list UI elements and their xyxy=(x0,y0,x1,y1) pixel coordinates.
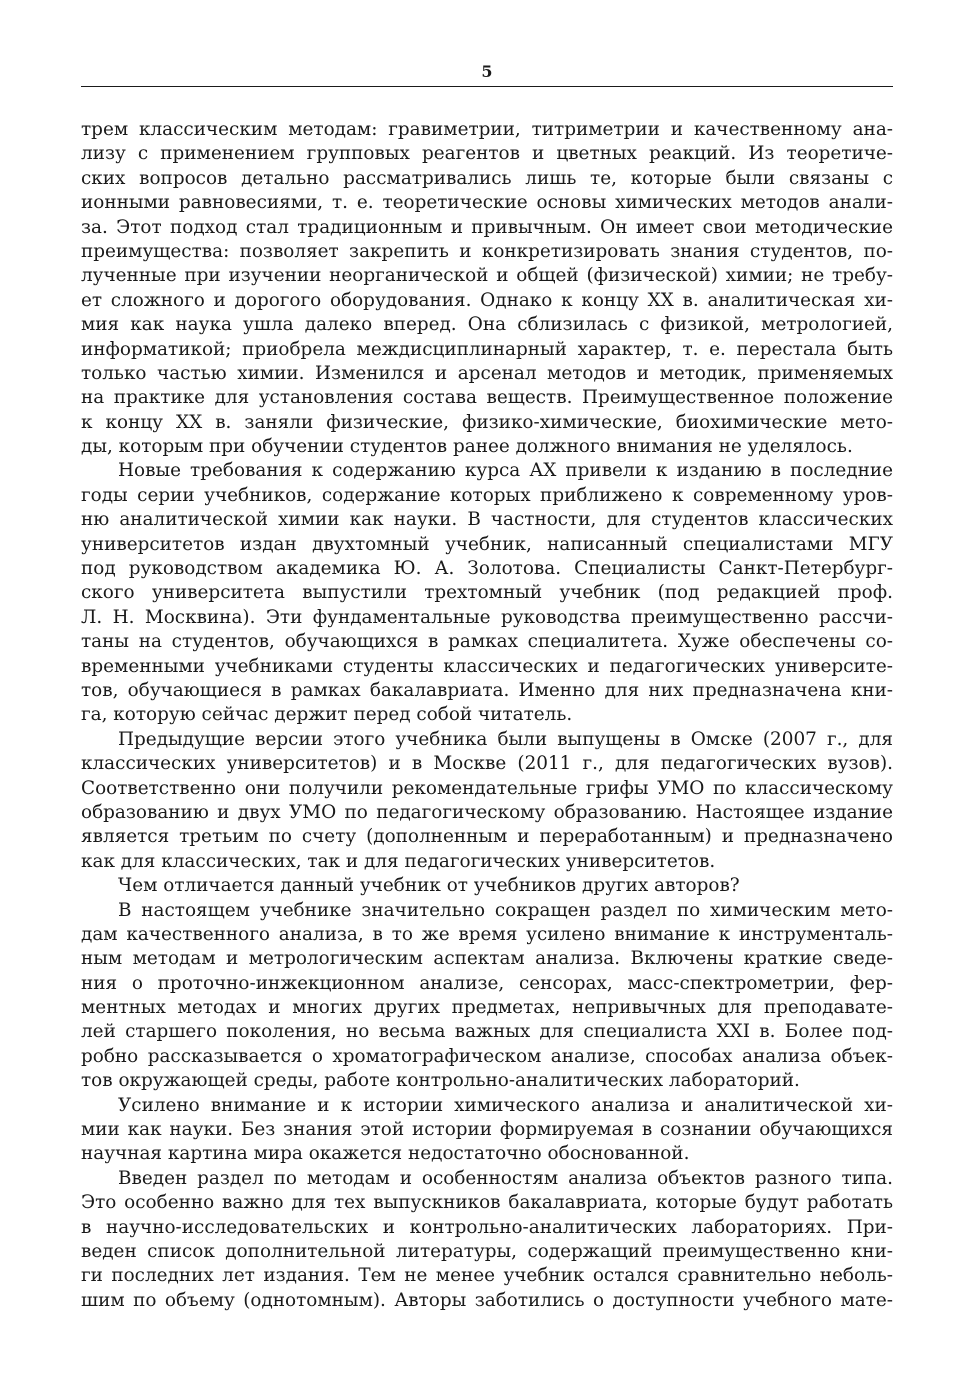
text-line: тов окружающей среды, работе контрольно-аналитических лабораторий. xyxy=(81,1070,800,1092)
text-line: тов, обучающиеся в рамках бакалавриата. Именно для них предназначена кни- xyxy=(81,679,893,701)
text-line: временными учебниками студенты классических и педагогических университе- xyxy=(81,655,893,677)
text-line: образованию и двух УМО по педагогическому образованию. Настоящее издание xyxy=(81,801,893,823)
text-line: Предыдущие версии этого учебника были выпущены в Омске (2007 г., для xyxy=(118,728,893,750)
text-line: информатикой; приобрела междисциплинарный характер, т. е. перестала быть xyxy=(81,338,893,360)
header-rule xyxy=(81,86,893,87)
text-line: университетов издан двухтомный учебник, написанный специалистами МГУ xyxy=(81,533,893,555)
text-line: за. Этот подход стал традиционным и привычным. Он имеет свои методические xyxy=(81,216,893,238)
text-line: ным методам и метрологическим аспектам анализа. Включены краткие сведе- xyxy=(81,948,893,970)
text-line: Это особенно важно для тех выпускников бакалавриата, которые будут работать xyxy=(81,1192,893,1214)
text-line: га, которую сейчас держит перед собой читатель. xyxy=(81,704,573,726)
text-line: как для классических, так и для педагогических университетов. xyxy=(81,850,716,872)
text-line: годы серии учебников, содержание которых приближено к современному уров- xyxy=(81,484,893,506)
text-line: только частью химии. Изменился и арсенал методов и методик, применяемых xyxy=(81,362,893,384)
text-line: лизу с применением групповых реагентов и цветных реакций. Из теоретиче- xyxy=(81,143,893,165)
text-line: Новые требования к содержанию курса АХ привели к изданию в последние xyxy=(118,460,893,482)
text-line: мия как наука ушла далеко вперед. Она сблизилась с физикой, метрологией, xyxy=(81,314,893,336)
text-line: ню аналитической химии как науки. В частности, для студентов классических xyxy=(81,509,893,531)
text-line: дам качественного анализа, в то же время усилено внимание к инструменталь- xyxy=(81,923,893,945)
text-line: таны на студентов, обучающихся в рамках специалитета. Хуже обеспечены со- xyxy=(81,631,893,653)
text-line: веден список дополнительной литературы, содержащий преимущественно кни- xyxy=(81,1240,893,1262)
text-line: Л. Н. Москвина). Эти фундаментальные руководства преимущественно рассчи- xyxy=(81,606,893,628)
text-line: в научно-исследовательских и контрольно-аналитических лабораториях. При- xyxy=(81,1216,893,1238)
page-number: 5 xyxy=(481,62,493,81)
text-line: на практике для установления состава веществ. Преимущественное положение xyxy=(81,387,893,409)
text-line: преимущества: позволяет закрепить и конкретизировать знания студентов, по- xyxy=(81,240,893,262)
text-line: научная картина мира окажется недостаточно обоснованной. xyxy=(81,1143,690,1165)
text-line: ды, которым при обучении студентов ранее должного внимания не уделялось. xyxy=(81,436,853,458)
text-line: Усилено внимание и к истории химического анализа и аналитической хи- xyxy=(118,1094,893,1116)
text-line: Введен раздел по методам и особенностям анализа объектов разного типа. xyxy=(118,1167,893,1189)
text-line: ния о проточно-инжекционном анализе, сенсорах, масс-спектрометрии, фер- xyxy=(81,972,893,994)
text-line: трем классическим методам: гравиметрии, титриметрии и качественному ана- xyxy=(81,119,893,140)
text-line: шим по объему (однотомным). Авторы заботились о доступности учебного мате- xyxy=(81,1289,893,1311)
text-line: классических университетов) и в Москве (2011 г., для педагогических вузов). xyxy=(81,753,893,775)
text-line: лей старшего поколения, но весьма важных для специалиста XXI в. Более под- xyxy=(81,1021,893,1043)
text-line: ионными равновесиями, т. е. теоретические основы химических методов анали- xyxy=(81,192,893,214)
text-line: Чем отличается данный учебник от учебников других авторов? xyxy=(118,875,740,897)
text-line: к концу XX в. заняли физические, физико-химические, биохимические мето- xyxy=(81,411,893,433)
text-line: мии как науки. Без знания этой истории формируемая в сознании обучающихся xyxy=(81,1119,893,1141)
body-text xyxy=(81,118,893,1313)
text-line: ги последних лет издания. Тем не менее учебник остался сравнительно неболь- xyxy=(81,1265,893,1287)
text-line: является третьим по счету (дополненным и переработанным) и предназначено xyxy=(81,826,893,848)
text-line: В настоящем учебнике значительно сокращен раздел по химическим мето- xyxy=(118,899,893,921)
text-line: под руководством академика Ю. А. Золотова. Специалисты Санкт-Петербург- xyxy=(81,558,893,580)
text-line: ментных методах и многих других предметах, непривычных для преподавате- xyxy=(81,997,893,1019)
text-line: Соответственно они получили рекомендательные грифы УМО по классическому xyxy=(81,777,893,799)
text-line: ского университета выпустили трехтомный учебник (под редакцией проф. xyxy=(81,582,893,604)
text-line: робно рассказывается о хроматографическом анализе, способах анализа объек- xyxy=(81,1045,893,1067)
text-line: лученные при изучении неорганической и общей (физической) химии; не требу- xyxy=(81,265,893,287)
text-line: ских вопросов детально рассматривались лишь те, которые были связаны с xyxy=(81,167,893,189)
text-line: ет сложного и дорогого оборудования. Однако к концу XX в. аналитическая хи- xyxy=(81,289,893,311)
